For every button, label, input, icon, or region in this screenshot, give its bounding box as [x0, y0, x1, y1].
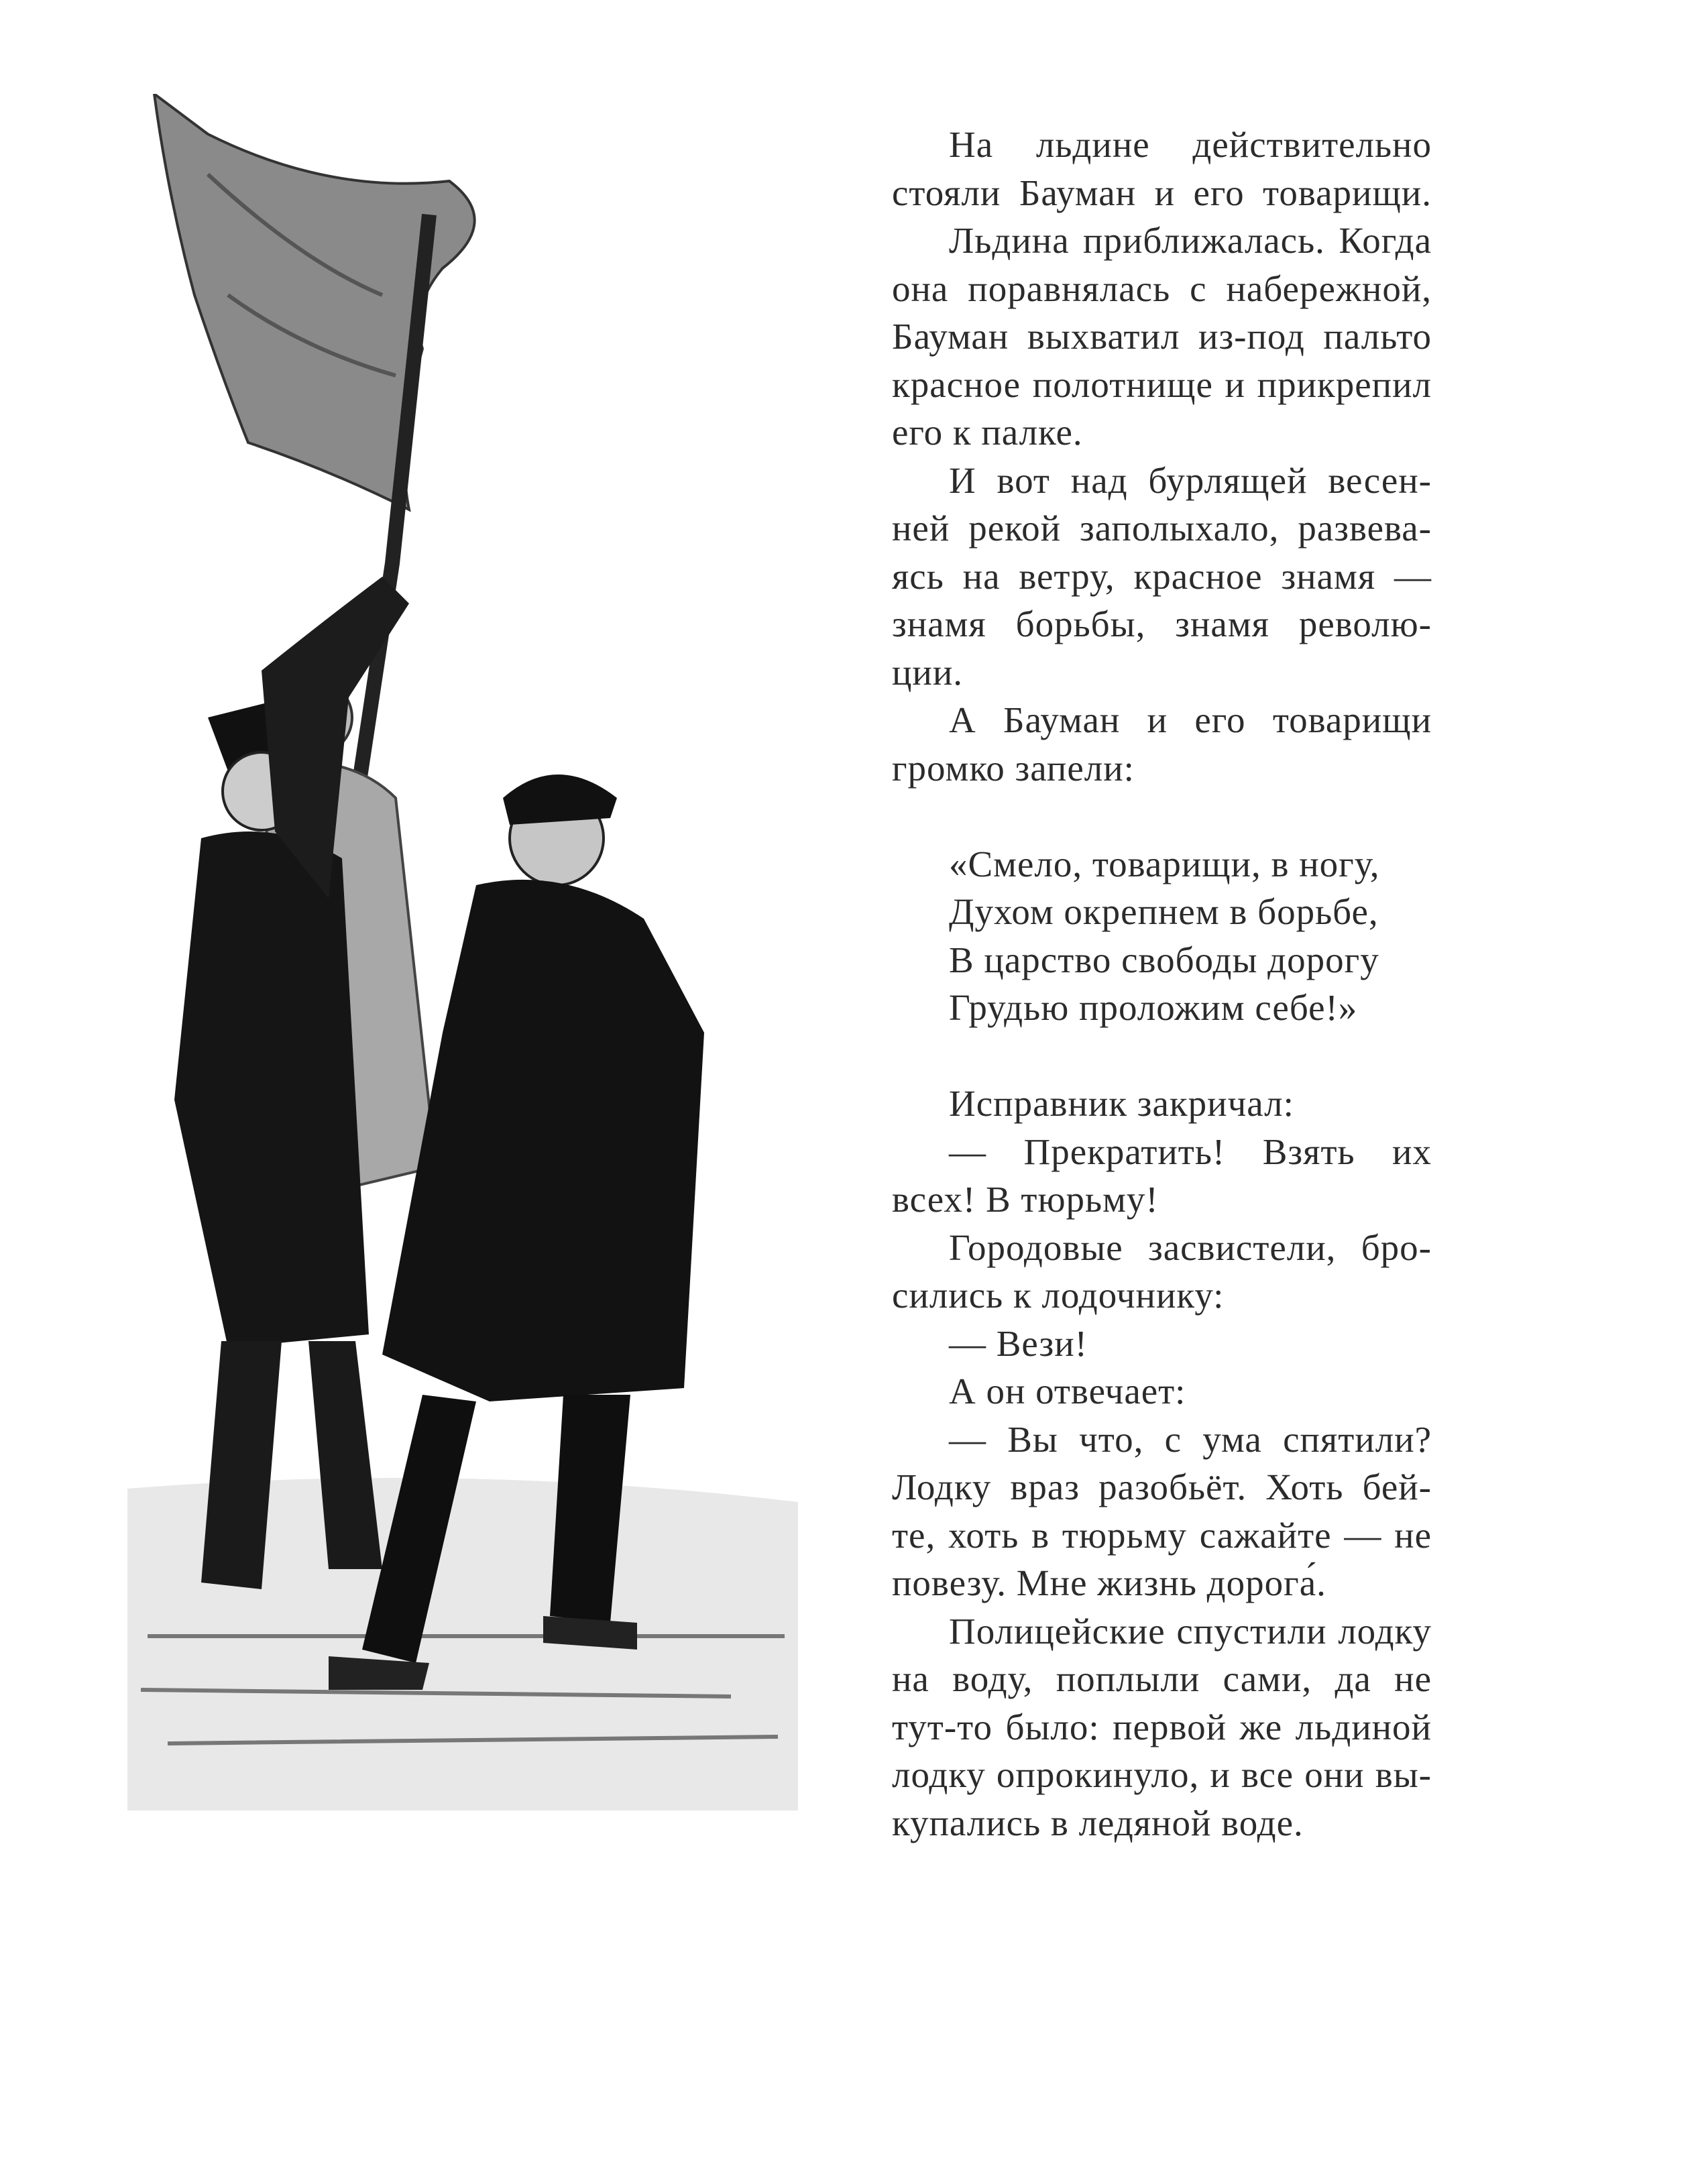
text-line: Бауман выхватил из-под пальто: [892, 316, 1432, 357]
text-column: [892, 121, 1432, 1847]
text-line: — Прекратить! Взять их: [949, 1131, 1432, 1172]
stanza-gap: [892, 792, 1432, 840]
text-line: И вот над бурлящей весен-: [949, 459, 1432, 501]
text-line: «Смело, товарищи, в ногу,: [949, 843, 1380, 884]
text-line: сились к лодочнику:: [892, 1275, 1225, 1316]
text-line: Льдина приближалась. Когда: [949, 220, 1432, 261]
text-line: В царство свободы дорогу: [949, 939, 1379, 980]
text-line: тут-то было: первой же льдиной: [892, 1706, 1432, 1747]
illustration-men-with-red-flag: [127, 94, 811, 1811]
stanza-gap: [892, 1032, 1432, 1080]
text-line: купались в ледяной воде.: [892, 1802, 1304, 1843]
text-line: Лодку враз разобьёт. Хоть бей-: [892, 1467, 1432, 1507]
text-line: повезу. Мне жизнь дорога́.: [892, 1562, 1326, 1603]
text-line: знамя борьбы, знамя револю-: [892, 604, 1432, 644]
text-line: А он отвечает:: [949, 1371, 1186, 1412]
text-line: Городовые засвистели, бро-: [949, 1226, 1432, 1268]
figure-left-body: [174, 831, 369, 1348]
text-line: Духом окрепнем в борьбе,: [949, 891, 1379, 932]
text-line: — Вези!: [949, 1322, 1088, 1364]
text-line: ции.: [892, 651, 964, 693]
text-line: Грудью проложим себе!»: [949, 987, 1358, 1028]
text-line: красное полотнище и прикрепил: [892, 363, 1432, 405]
figure-main-coat: [382, 880, 704, 1401]
text-line: те, хоть в тюрьму сажайте — не: [892, 1514, 1432, 1556]
text-line: На льдине действительно: [949, 124, 1432, 165]
text-line: на воду, поплыли сами, да не: [892, 1658, 1432, 1699]
text-line: ней рекой заполыхало, развева-: [892, 508, 1432, 549]
text-line: Полицейские спустили лодку: [949, 1610, 1432, 1652]
text-line: громко запели:: [892, 747, 1135, 789]
text-line: — Вы что, с ума спятили?: [949, 1418, 1432, 1460]
text-line: А Бауман и его товарищи: [949, 699, 1432, 740]
text-line: всех! В тюрьму!: [892, 1179, 1159, 1220]
text-line: лодку опрокинуло, и все они вы-: [892, 1754, 1432, 1795]
text-line: ясь на ветру, красное знамя —: [892, 555, 1432, 597]
text-line: стояли Бауман и его товарищи.: [892, 172, 1432, 213]
text-line: она поравнялась с набережной,: [892, 268, 1432, 309]
text-line: Исправник закричал:: [949, 1083, 1294, 1124]
text-line: его к палке.: [892, 412, 1083, 453]
